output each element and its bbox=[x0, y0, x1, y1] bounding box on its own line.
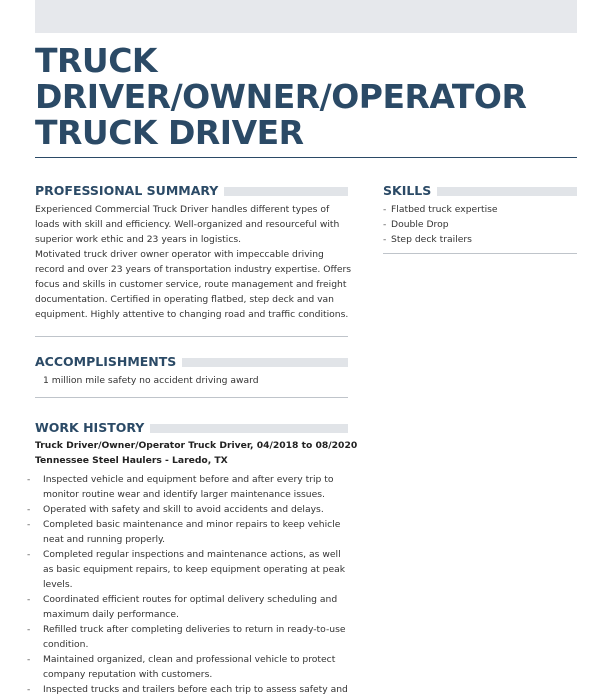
name-line-1: TRUCK bbox=[35, 41, 158, 80]
header-divider bbox=[35, 157, 577, 158]
work-title-bar bbox=[150, 424, 348, 433]
skill-item: - Double Drop bbox=[383, 219, 449, 230]
summary-paragraph-2: Motivated truck driver owner operator with impeccable driving record and over 23 years of transportation industry expertise. Offers focus and skills in customer service, route management and freight documentation. Certified in operating flatbed, step deck and van equipment. Highly attentive to changing road and traffic conditions. bbox=[35, 249, 352, 320]
accomplishments-title: ACCOMPLISHMENTS bbox=[35, 354, 177, 369]
work-section-header bbox=[35, 420, 348, 435]
summary-title: PROFESSIONAL SUMMARY bbox=[35, 183, 219, 198]
summary-section-header bbox=[35, 183, 348, 198]
work-bullet: - Inspected vehicle and equipment before and after every trip to monitor routine wear and identify larger maintenance issues. bbox=[27, 474, 334, 500]
summary-title-bar bbox=[224, 187, 348, 196]
job-company: Tennessee Steel Haulers - Laredo, TX bbox=[35, 455, 228, 466]
work-bullet: - Coordinated efficient routes for optimal delivery scheduling and maximum daily performance. bbox=[27, 594, 338, 620]
skills-divider bbox=[383, 253, 577, 254]
accomplishments-section-header bbox=[35, 354, 348, 369]
work-bullet: - Operated with safety and skill to avoid accidents and delays. bbox=[27, 504, 324, 515]
work-bullet: - Completed basic maintenance and minor repairs to keep vehicle neat and running properly. bbox=[27, 519, 341, 545]
name-line-2: DRIVER/OWNER/OPERATOR bbox=[35, 77, 527, 116]
work-bullets bbox=[27, 472, 353, 697]
skills-section-header bbox=[383, 183, 577, 198]
skills-list bbox=[383, 202, 577, 247]
work-title: WORK HISTORY bbox=[35, 420, 145, 435]
accomplishment-item: 1 million mile safety no accident driving award bbox=[43, 375, 259, 386]
accomplishments-divider bbox=[35, 397, 348, 398]
summary-text bbox=[35, 202, 353, 322]
work-bullet: - Maintained organized, clean and professional vehicle to protect company reputation with customers. bbox=[27, 654, 336, 680]
name-line-3: TRUCK DRIVER bbox=[35, 113, 304, 152]
summary-paragraph-1: Experienced Commercial Truck Driver handles different types of loads with skill and efficiency. Well-organized and resourceful with superior work ethic and 23 years in logistics. bbox=[35, 204, 340, 245]
summary-divider bbox=[35, 336, 348, 337]
skill-item: - Flatbed truck expertise bbox=[383, 204, 498, 215]
skills-title-bar bbox=[437, 187, 577, 196]
skills-title: SKILLS bbox=[383, 183, 432, 198]
work-bullet: - Completed regular inspections and maintenance actions, as well as basic equipment repairs, to keep equipment operating at peak levels. bbox=[27, 549, 346, 590]
work-bullet: - Inspected trucks and trailers before each trip to assess safety and bbox=[27, 684, 348, 695]
work-bullet: - Refilled truck after completing deliveries to return in ready-to-use condition. bbox=[27, 624, 346, 650]
accomplishments-title-bar bbox=[182, 358, 348, 367]
resume-name bbox=[35, 43, 595, 151]
job-title: Truck Driver/Owner/Operator Truck Driver, 04/2018 to 08/2020 bbox=[35, 440, 358, 451]
header-top-bar bbox=[35, 0, 577, 33]
skill-item: - Step deck trailers bbox=[383, 234, 472, 245]
